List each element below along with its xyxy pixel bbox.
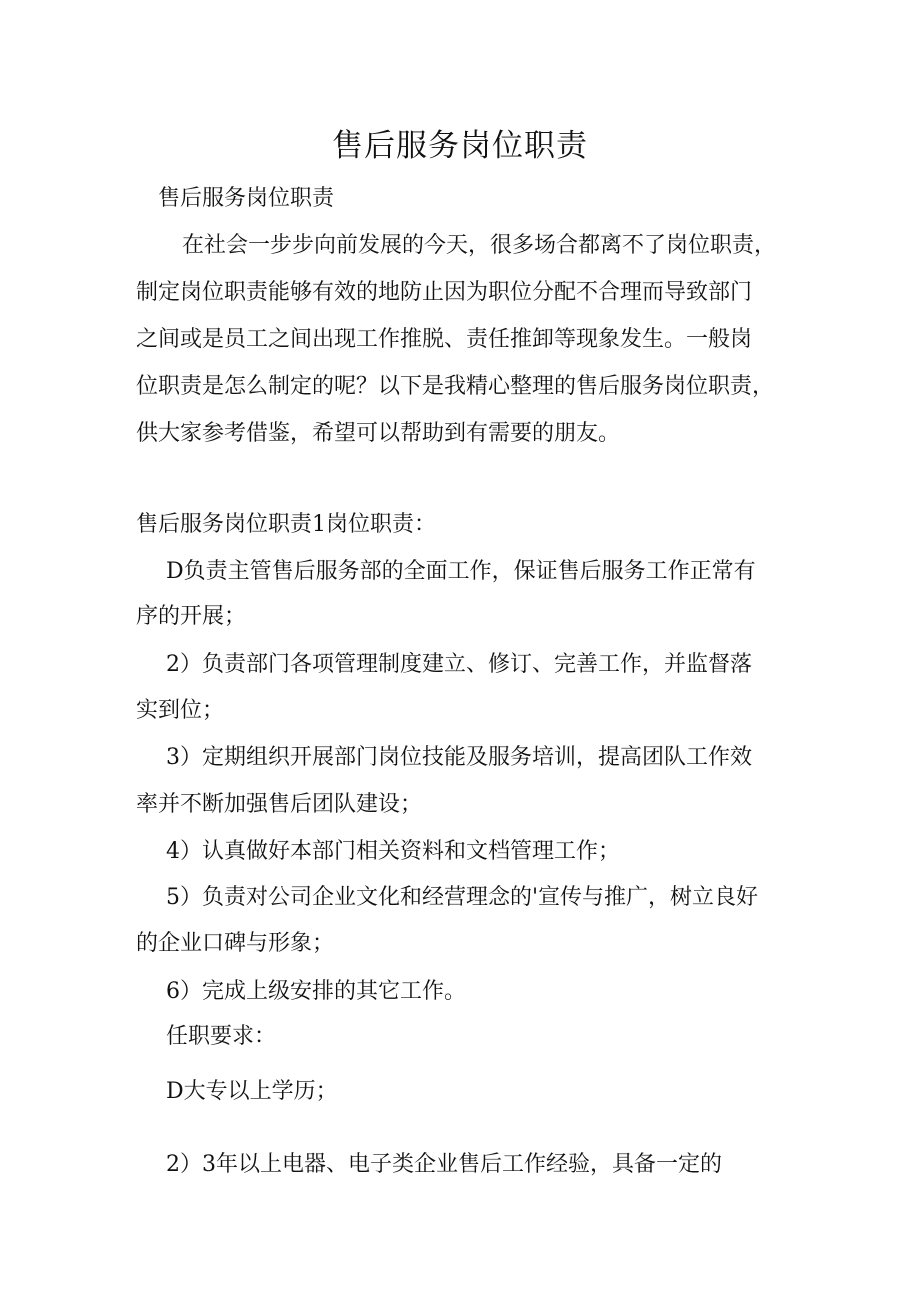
duty-line: 的企业口碑与形象；	[136, 931, 335, 956]
duty-line: 2）负责部门各项管理制度建立、修订、完善工作，并监督落	[166, 652, 752, 677]
intro-line: 位职责是怎么制定的呢？以下是我精心整理的售后服务岗位职责，	[136, 374, 775, 399]
intro-line: 供大家参考借鉴，希望可以帮助到有需要的朋友。	[136, 421, 621, 446]
duty-line: 实到位；	[136, 698, 225, 723]
requirement-line: D大专以上学历；	[166, 1079, 338, 1104]
section-heading: 售后服务岗位职责1岗位职责：	[136, 512, 436, 537]
intro-line: 制定岗位职责能够有效的地防止因为职位分配不合理而导致部门	[136, 280, 753, 305]
requirements-heading: 任职要求：	[166, 1024, 277, 1049]
duty-line: 5）负责对公司企业文化和经营理念的'宣传与推广，树立良好	[166, 885, 759, 910]
duty-line: 序的开展；	[136, 604, 247, 629]
duty-line: 率并不断加强售后团队建设；	[136, 792, 423, 817]
duty-line: 4）认真做好本部门相关资料和文档管理工作；	[166, 839, 620, 864]
intro-line: 之间或是员工之间出现工作推脱、责任推卸等现象发生。一般岗	[136, 327, 753, 352]
duty-line: D负责主管售后服务部的全面工作，保证售后服务工作正常有	[166, 559, 756, 584]
duty-line: 6）完成上级安排的其它工作。	[166, 979, 466, 1004]
document-subtitle: 售后服务岗位职责	[158, 186, 335, 211]
document-title: 售后服务岗位职责	[332, 128, 588, 164]
duty-line: 3）定期组织开展部门岗位技能及服务培训，提高团队工作效	[166, 745, 752, 770]
requirement-line: 2）3年以上电器、电子类企业售后工作经验，具备一定的	[166, 1152, 722, 1177]
intro-line: 在社会一步步向前发展的今天，很多场合都离不了岗位职责，	[182, 233, 777, 258]
